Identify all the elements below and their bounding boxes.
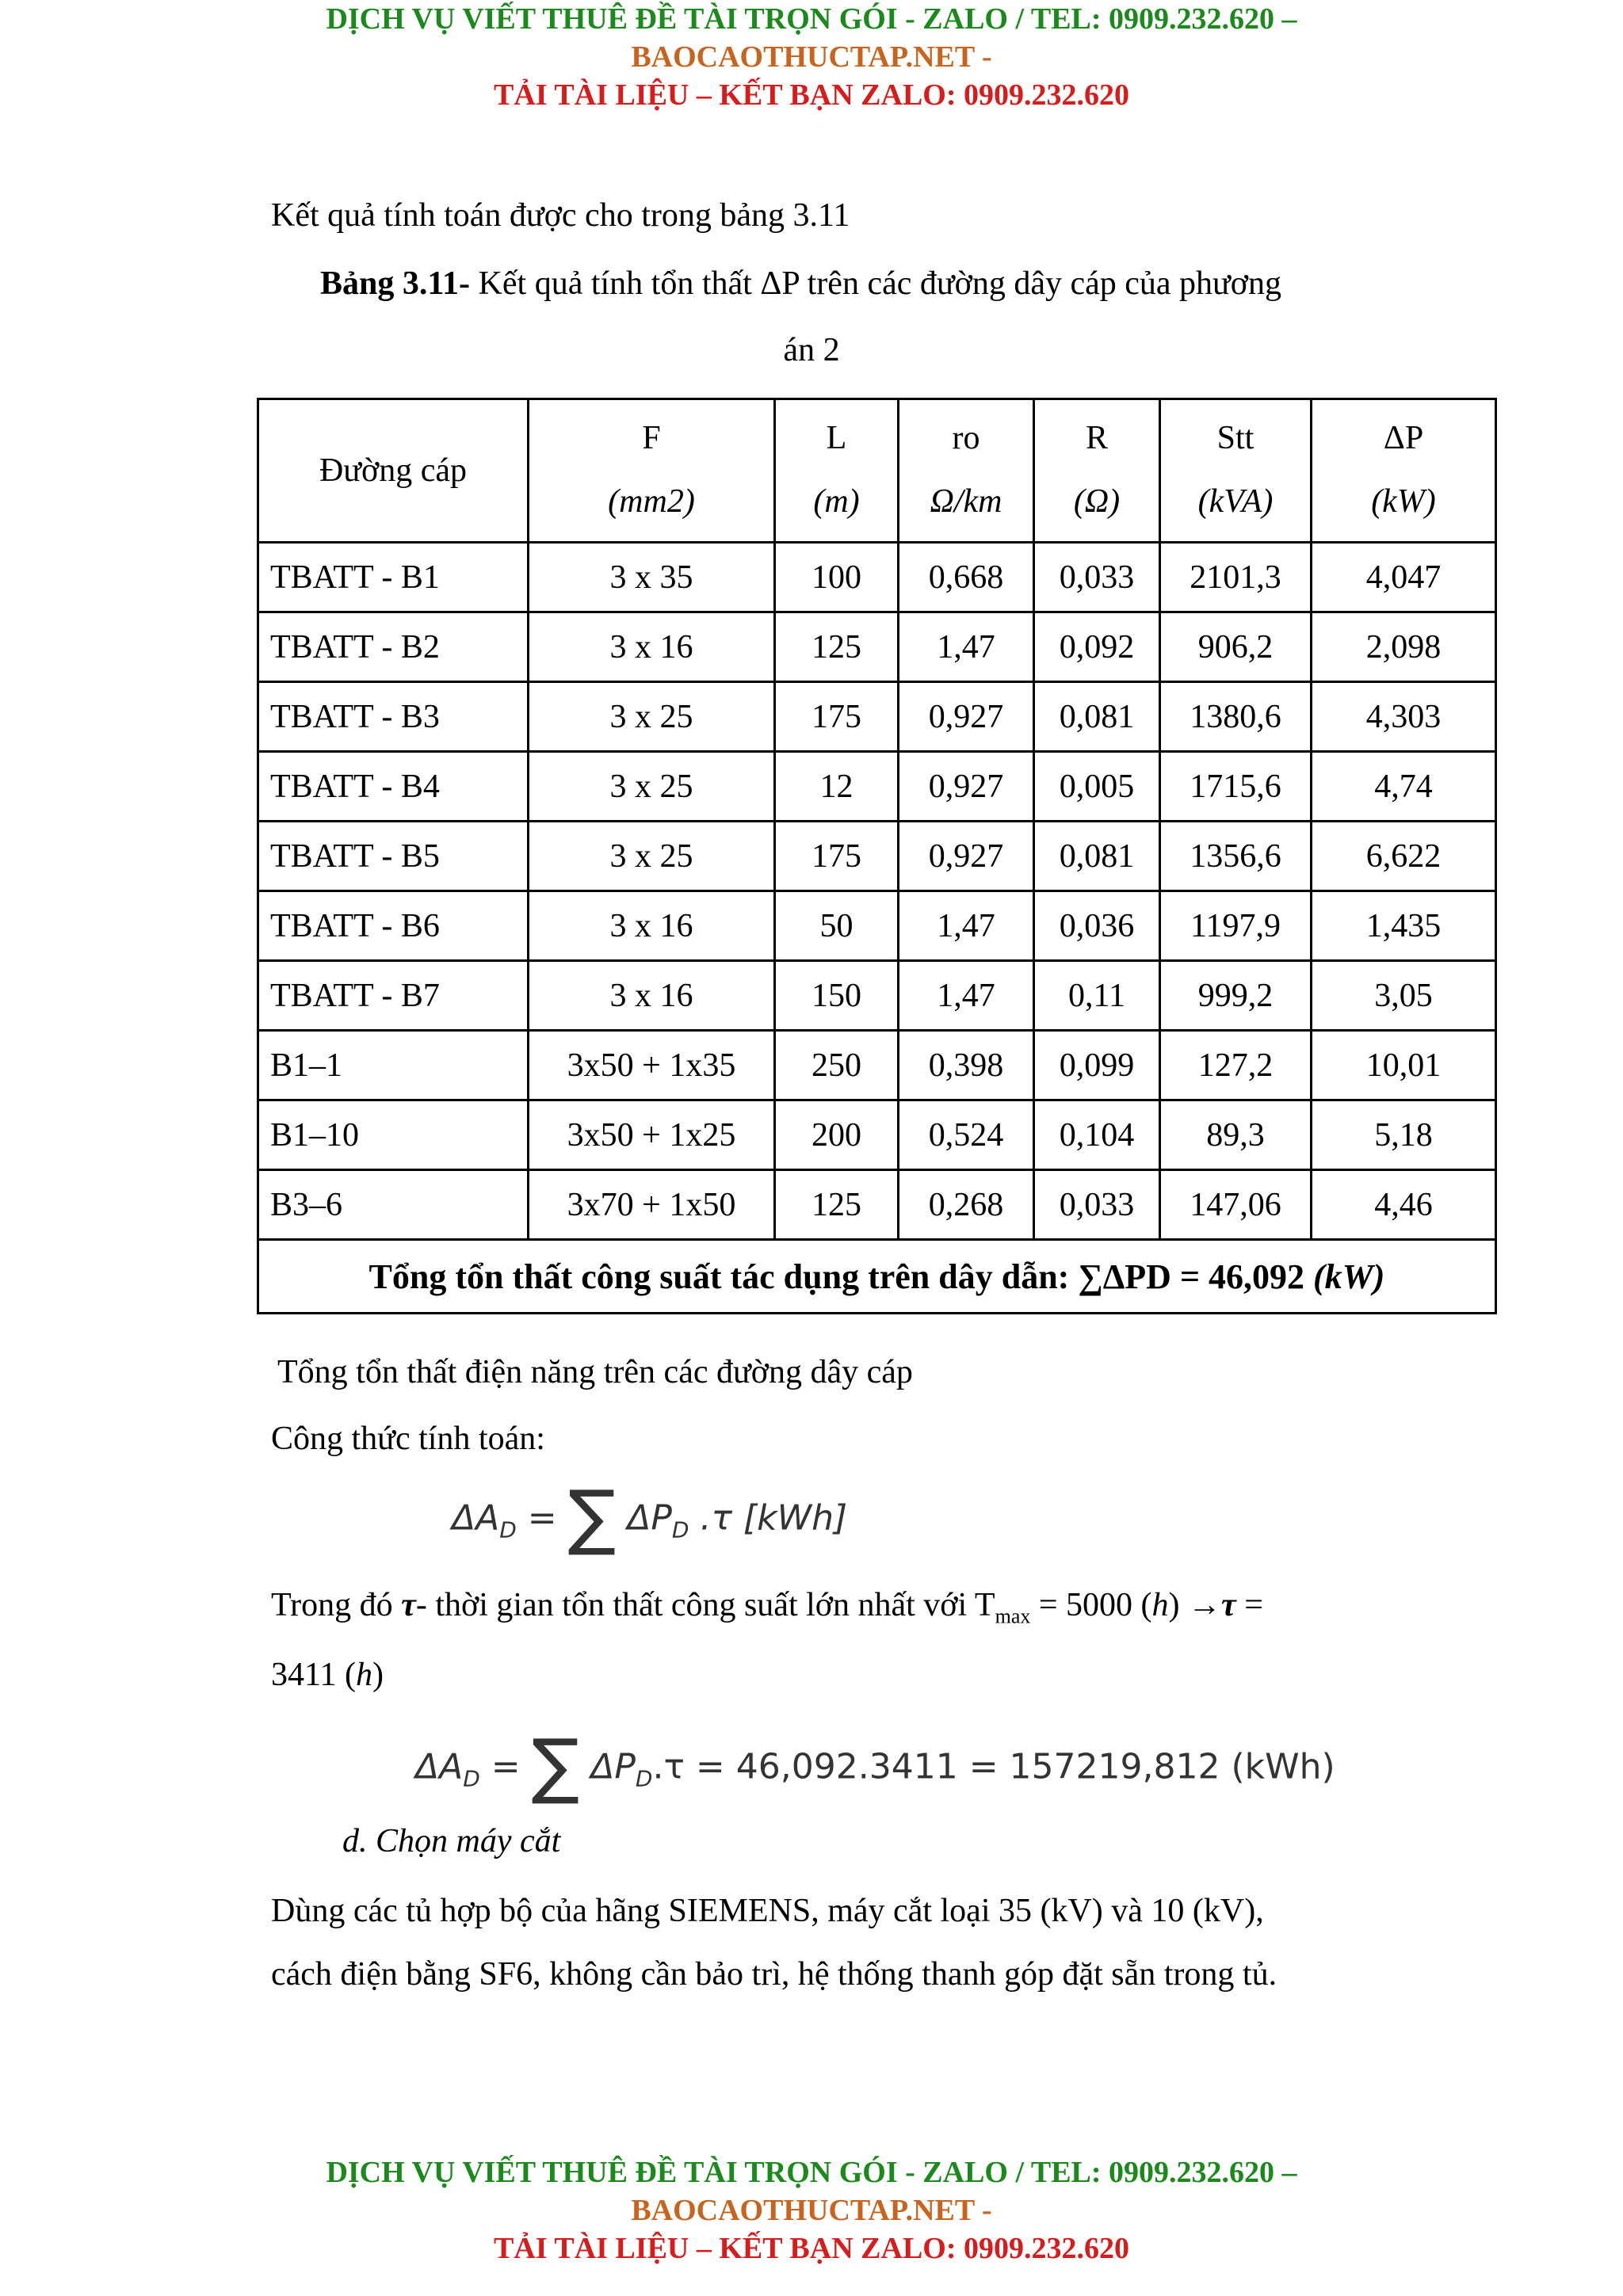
table-row: TBATT - B3 3 x 25 175 0,927 0,081 1380,6 4,303 bbox=[258, 682, 1496, 752]
header-ro: ro Ω/km bbox=[899, 399, 1034, 543]
energy-loss-result-formula: $\Delta A_D$ = ∑ $\Delta P_D.\tau = 46,092.3411 = 157219,812$ (kWh) bbox=[415, 1724, 1335, 1807]
where-line-1: Trong đó τ- thời gian tổn thất công suất lớn nhất với $T_{max} = 5000$ (h) →τ = bbox=[271, 1587, 1263, 1628]
cable-loss-table bbox=[257, 398, 1497, 1314]
sum-symbol: ∑ bbox=[531, 1724, 580, 1807]
table-header-row bbox=[258, 399, 1496, 543]
footer-banner: DỊCH VỤ VIẾT THUÊ ĐỀ TÀI TRỌN GÓI - ZALO / TEL: 0909.232.620 – BAOCAOTHUCTAP.NET - TẢI TÀI LIỆU – KẾT BẠN ZALO: 0909.232.620 bbox=[0, 2153, 1623, 2267]
table-row: B1–10 3x50 + 1x25 200 0,524 0,104 89,3 5,18 bbox=[258, 1100, 1496, 1170]
banner-service-text: DỊCH VỤ VIẾT THUÊ ĐỀ TÀI TRỌN GÓI bbox=[326, 2, 898, 36]
table-caption: Bảng 3.11- Kết quả tính tổn thất ΔP trên các đường dây cáp của phương bbox=[320, 265, 1282, 302]
banner-service-text: DỊCH VỤ VIẾT THUÊ ĐỀ TÀI TRỌN GÓI bbox=[326, 2156, 898, 2189]
paragraph-line-2: cách điện bằng SF6, không cần bảo trì, hệ thống thanh góp đặt sẵn trong tủ. bbox=[271, 1956, 1277, 1993]
total-loss-unit: (kW) bbox=[1313, 1257, 1385, 1296]
delta-p-symbol: ΔP bbox=[760, 265, 800, 302]
header-r: R (Ω) bbox=[1034, 399, 1160, 543]
sum-symbol: ∑ bbox=[567, 1475, 617, 1558]
header-l: L (m) bbox=[775, 399, 899, 543]
total-loss-label: Tổng tổn thất công suất tác dụng trên dây dẫn: ∑ΔPD = 46,092 bbox=[369, 1257, 1305, 1296]
banner-contact-text: ZALO / TEL: 0909.232.620 – bbox=[922, 2, 1297, 36]
banner-contact-text: ZALO / TEL: 0909.232.620 – bbox=[922, 2156, 1297, 2189]
paragraph-line-1: Dùng các tủ hợp bộ của hãng SIEMENS, máy cắt loại 35 (kV) và 10 (kV), bbox=[271, 1893, 1264, 1929]
formula-label: Công thức tính toán: bbox=[271, 1421, 545, 1457]
table-caption-line2: án 2 bbox=[783, 332, 840, 368]
table-row: B1–1 3x50 + 1x35 250 0,398 0,099 127,2 10,01 bbox=[258, 1031, 1496, 1100]
banner-zalo: TẢI TÀI LIỆU – KẾT BẠN ZALO: 0909.232.620 bbox=[493, 78, 1130, 112]
table-row: TBATT - B2 3 x 16 125 1,47 0,092 906,2 2,098 bbox=[258, 612, 1496, 682]
caption-label: Bảng 3.11- bbox=[320, 265, 471, 302]
header-banner: DỊCH VỤ VIẾT THUÊ ĐỀ TÀI TRỌN GÓI - ZALO / TEL: 0909.232.620 – BAOCAOTHUCTAP.NET - TẢI TÀI LIỆU – KẾT BẠN ZALO: 0909.232.620 bbox=[0, 0, 1623, 114]
where-line-2: 3411 (h) bbox=[271, 1657, 384, 1693]
section-heading: Tổng tổn thất điện năng trên các đường dây cáp bbox=[277, 1354, 913, 1390]
table-row: TBATT - B5 3 x 25 175 0,927 0,081 1356,6 6,622 bbox=[258, 822, 1496, 891]
header-f: F (mm2) bbox=[529, 399, 775, 543]
header-cable: Đường cáp bbox=[258, 399, 529, 543]
table-row: TBATT - B4 3 x 25 12 0,927 0,005 1715,6 4,74 bbox=[258, 752, 1496, 822]
intro-text: Kết quả tính toán được cho trong bảng 3.11 bbox=[271, 197, 850, 234]
subheading: d. Chọn máy cắt bbox=[342, 1823, 561, 1859]
banner-website: BAOCAOTHUCTAP.NET - bbox=[631, 40, 992, 74]
table-row: TBATT - B7 3 x 16 150 1,47 0,11 999,2 3,05 bbox=[258, 961, 1496, 1031]
energy-loss-formula: $\Delta A_D$ = ∑ $\Delta P_D$ .τ [kWh] bbox=[452, 1475, 848, 1558]
header-stt: Stt (kVA) bbox=[1160, 399, 1312, 543]
table-row: TBATT - B1 3 x 35 100 0,668 0,033 2101,3 4,047 bbox=[258, 543, 1496, 612]
banner-zalo: TẢI TÀI LIỆU – KẾT BẠN ZALO: 0909.232.620 bbox=[493, 2232, 1130, 2265]
table-total-row bbox=[258, 1240, 1496, 1314]
banner-website: BAOCAOTHUCTAP.NET - bbox=[631, 2194, 992, 2227]
header-delta-p: ΔP (kW) bbox=[1312, 399, 1496, 543]
table-row: TBATT - B6 3 x 16 50 1,47 0,036 1197,9 1,435 bbox=[258, 891, 1496, 961]
table-row: B3–6 3x70 + 1x50 125 0,268 0,033 147,06 4,46 bbox=[258, 1170, 1496, 1240]
